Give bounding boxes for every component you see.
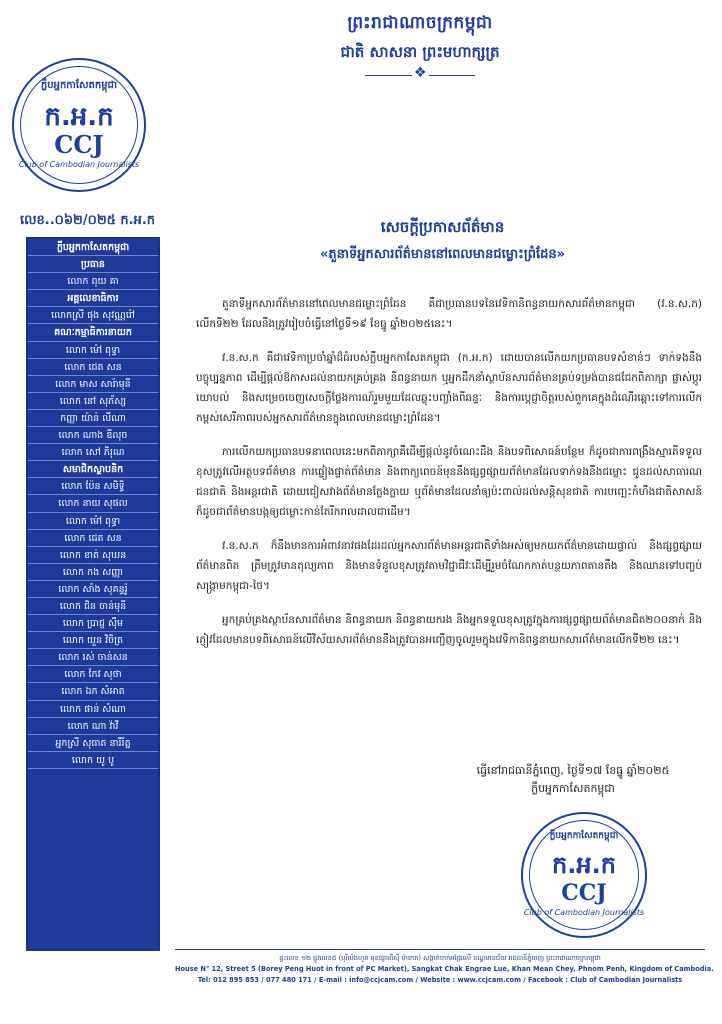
sidebar-member: លោកស្រី ផុង សុវណ្ណរ៉ៅ [28, 307, 158, 324]
committee-sidebar [26, 237, 160, 951]
sidebar-member: លោក ប្រាជ្ញ ស៊ីម [28, 615, 158, 632]
stamp-ring-bottom-text: Club of Cambodian Journalists [523, 908, 645, 917]
sidebar-member: លោក ឯក សំអាត [28, 683, 158, 700]
signature-block [438, 762, 708, 798]
sidebar-heading: អគ្គលេខាធិការ [28, 290, 158, 307]
footer-address-en: House N° 12, Street 5 (Borey Peng Huot in front of PC Market), Sangkat Chak Engrae Lue, Khan Mean Chey, Phnom Penh, Kingdom of Cambodia. [175, 965, 714, 973]
body-paragraph: តួនាទីអ្នកសារព័ត៌មាននៅពេលមានជម្លោះព្រំដែន គឺជាប្រធានបទនៃវេទិកានិពន្ធនាយកសារព័ត៌មានកម្ពុជា (វ.ន.ស.ក) លើកទី២២ ដែលនឹងត្រូវរៀបចំធ្វើនៅថ្ងៃទី១៩ ខែធ្នូ ឆ្នាំ២០២៥នេះ។ [196, 298, 702, 330]
logo-initials-km: ក.អ.ក [44, 102, 114, 132]
sidebar-member: លោក ណា វ៉ាវី [28, 718, 158, 735]
logo-initials-en: CCJ [54, 130, 104, 159]
kingdom-title: ព្រះរាជាណាចក្រកម្ពុជា [347, 13, 493, 33]
sidebar-member: លោក ពុយ គា [28, 273, 158, 290]
footer-divider [175, 949, 705, 950]
footer-contact: Tel: 012 895 853 / 077 480 171 / E-mail : info@ccjcam.com / Website : www.ccjcam.com / Facebook : Club of Cambodian Journalists [197, 976, 683, 984]
body-paragraph: អ្នកគ្រប់គ្រងស្ថាប័នសារព័ត៌មាន និពន្ធនាយក និពន្ធនាយករង និងអ្នកទទួលខុសត្រូវក្នុងការផ្សព្វផ្សាយព័ត៌មានជិត២០០នាក់ និងភ្ញៀវដែលមានបទពិសោធន៍លើវិស័យសារព័ត៌មាននឹងត្រូវបានអញ្ជើញចូលរួមក្នុងវេទិកានិពន្ធនាយកសារព័ត៌មានលើកទី២២ នេះ។ [196, 614, 702, 646]
sidebar-member: លោក ជិន ចាន់មុនី [28, 598, 158, 615]
stamp-ring-top-text: ក្លឹបអ្នកកាសែតកម្ពុជា [549, 831, 619, 841]
sidebar-member: លោក រស់ ចាន់សន [28, 649, 158, 666]
footer-address-km: ផ្ទះលេខ ១២ ផ្លូវលេខ៥ (បុរីប៉េងហួត មុខផ្សារពីស៊ី ម៉ាកេត) សង្កាត់ចាក់អង្រែលើ ខណ្ឌមានជ័យ រាជធានីភ្នំពេញ ព្រះរាជាណាចក្រកម្ពុជា [279, 954, 601, 962]
ornament-divider [365, 71, 475, 81]
press-release-body [196, 294, 702, 664]
national-motto: ជាតិ សាសនា ព្រះមហាក្សត្រ [340, 43, 500, 61]
sidebar-member: លោក កង សញ្ញា [28, 564, 158, 581]
sidebar-member: លោក ប៉ែន សមិទ្ធិ [28, 478, 158, 495]
sidebar-member: លោក យួន វិចិត្រ [28, 632, 158, 649]
sidebar-member: លោក ផាន់ សំណា [28, 701, 158, 718]
reference-number: លេខ..០៦២/០២៥ ក.អ.ក [20, 213, 156, 228]
sidebar-member: លោក ជេត សន [28, 359, 158, 376]
logo-ring-top-text: ក្លឹបអ្នកកាសែតកម្ពុជា [40, 80, 118, 91]
ccj-stamp-icon [521, 812, 647, 938]
document-title [175, 218, 710, 265]
sidebar-member: លោក ខាត់ សុឃន [28, 547, 158, 564]
press-release-subject: «តួនាទីអ្នកសារព័ត៌មាននៅពេលមានជម្លោះព្រំដែន» [319, 247, 566, 262]
kingdom-header [240, 12, 600, 81]
sidebar-member: លោក សៅ ភិរុណ [28, 444, 158, 461]
sidebar-member: លោក កែវ សុថា [28, 666, 158, 683]
sidebar-member: អ្នកស្រី សុធាត នារីរ័ត្ន [28, 735, 158, 752]
sidebar-heading: សមាជិកស្ថាបនិក [28, 461, 158, 478]
body-paragraph: វ.ន.ស.ក ក៏នឹងមានការអំពាវនាវផងដែរដល់អ្នកសារព័ត៌មានអន្តរជាតិទាំងអស់ឲ្យមកយកព័ត៌មានដោយផ្ទាល់ និងផ្សព្វផ្សាយព័ត៌មានពិត ត្រឹមត្រូវមានតុល្យភាព និងមានទំនួលខុសត្រូវតាមវិជ្ជាជីវៈដើម្បីរួមចំណែកកាត់បន្ថយភាពតានតឹង និងឈានទៅបញ្ចប់សង្គ្រាមកម្ពុជា-ថៃ។ [196, 540, 702, 592]
sidebar-member: កញ្ញា យ៉ាន់ លីណា [28, 410, 158, 427]
sidebar-member: លោក សាំង សុគន្ធរ៉ូ [28, 581, 158, 598]
signature-date: ធ្វើនៅរាជធានីភ្នំពេញ, ថ្ងៃទី១៧ ខែធ្នូ ឆ្នាំ២០២៥ [476, 764, 670, 777]
sidebar-member: លោក នាយ សុផល [28, 495, 158, 512]
body-paragraph: ការលើកយកប្រធានបទនាពេលនេះមកពិភាក្សាគឺដើម្បីផ្ដល់នូវចំណេះដឹង និងបទពិសោធន៍បន្ថែម ក៏ដូចជាការពង្រឹងស្មារតីទទួលខុសត្រូវលើអត្ថបទព័ត៌មាន ការផ្ទៀងផ្ទាត់ព័ត៌មាន និងពាក្យពេចន៍មុននឹងផ្សព្វផ្សាយព័ត៌មានដែលទាក់ទងនឹងជម្លោះ ជូនដល់សាធារណជនជាតិ និងអន្តរជាតិ ដោយជៀសវាងព័ត៌មានក្លែងក្លាយ ឬព័ត៌មានដែលនាំឲ្យប៉ះពាល់ដល់សន្តិសុខជាតិ ការបញ្ឆេះកំហឹងជាតិសាសន៍ ក៏ដូចជាព័ត៌មានបង្កឲ្យជម្លោះកាន់តែរីករាលដាលជាដើម។ [196, 446, 702, 518]
footer [175, 953, 714, 986]
logo-ring-bottom-text: Club of Cambodian Journalists [18, 160, 140, 169]
sidebar-heading: ប្រធាន [28, 256, 158, 273]
press-release-heading: សេចក្ដីប្រកាសព័ត៌មាន [380, 218, 505, 236]
stamp-initials-en: CCJ [561, 880, 607, 906]
sidebar-heading: គណៈកម្មាធិការនាយក [28, 324, 158, 341]
sidebar-member: លោក នៅ សុភ័ស្ស [28, 393, 158, 410]
stamp-initials-km: ក.អ.ក [552, 851, 616, 879]
sidebar-member: លោក ម៉ៅ ពុទ្ធា [28, 342, 158, 359]
body-paragraph: វ.ន.ស.ក គឺជាវេទិកាប្រចាំឆ្នាំដ៏ធំរបស់ក្លឹបអ្នកកាសែតកម្ពុជា (ក.អ.ក) ដោយបានលើកយកប្រធានបទសំខាន់ៗ ទាក់ទងនឹងបច្ចុប្បន្នភាព ដើម្បីផ្ដល់ឱកាសដល់នាយកគ្រប់គ្រង និពន្ធនាយក ឬអ្នកដឹកនាំស្ថាប័នសារព័ត៌មានគ្រប់ទម្រង់បានជជែកពិភាក្សា ផ្លាស់ប្ដូរយោបល់ និងសម្រេចចេញសេចក្ដីថ្លែងការណ៍រួមមួយដែលឆ្លុះបញ្ចាំងពីឆន្ទៈ និងការប្ដេជ្ញាចិត្តរបស់ពួកគេក្នុងដំណើរឆ្ពោះទៅការលើកកម្ពស់សេរីភាពរបស់អ្នកសារព័ត៌មានក្នុងពេលមានជម្លោះព្រំដែន។ [196, 352, 702, 424]
sidebar-member: លោក មាស សារ៉ាមុនី [28, 376, 158, 393]
sidebar-heading: ក្លឹបអ្នកកាសែតកម្ពុជា [28, 239, 158, 256]
sidebar-member: លោក យូ បូ [28, 752, 158, 769]
signature-org: ក្លឹបអ្នកកាសែតកម្ពុជា [531, 782, 615, 795]
sidebar-member: លោក ជេត សន [28, 530, 158, 547]
sidebar-member: លោក ម៉ៅ ពុទ្ធា [28, 513, 158, 530]
ccj-logo-icon [12, 58, 146, 192]
sidebar-member: លោក ណាង ឌីលុច [28, 427, 158, 444]
